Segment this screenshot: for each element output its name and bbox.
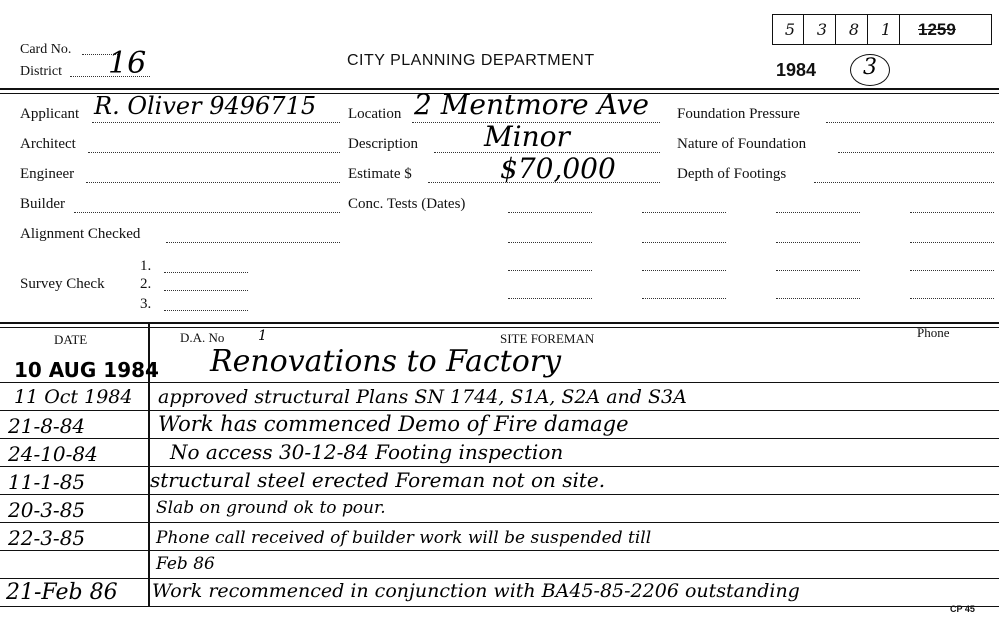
applicant-label: Applicant <box>20 106 80 122</box>
page-title: CITY PLANNING DEPARTMENT <box>347 52 595 69</box>
alignment-label: Alignment Checked <box>20 226 141 242</box>
survey-label: Survey Check <box>20 276 105 292</box>
card-digit-1: 5 <box>784 20 796 39</box>
district-value: 16 <box>108 46 147 81</box>
year-label: 1984 <box>776 60 817 80</box>
survey-line-1 <box>164 272 248 273</box>
log-text-5: structural steel erected Foreman not on site. <box>150 468 606 492</box>
log-date-1: 10 AUG 1984 <box>14 358 159 382</box>
log-text-6: Slab on ground ok to pour. <box>156 498 386 518</box>
date-header: DATE <box>54 332 88 347</box>
log-date-3: 21-8-84 <box>8 414 86 438</box>
architect-line <box>88 152 340 153</box>
card-digit-2: 3 <box>816 20 828 39</box>
log-text-3: Work has commenced Demo of Fire damage <box>158 412 629 436</box>
location-label: Location <box>348 106 402 122</box>
conc-tests-label: Conc. Tests (Dates) <box>348 196 466 212</box>
engineer-label: Engineer <box>20 166 75 182</box>
log-text-7: Phone call received of builder work will be suspended till <box>156 528 652 548</box>
form-code: CP 45 <box>950 604 975 614</box>
foundation-pressure-line <box>826 122 994 123</box>
log-date-5: 11-1-85 <box>8 470 86 494</box>
estimate-value: $70,000 <box>500 152 616 185</box>
description-value: Minor <box>484 120 570 153</box>
log-date-2: 11 Oct 1984 <box>14 386 133 408</box>
log-text-2: approved structural Plans SN 1744, S1A, S2A and S3A <box>158 386 687 408</box>
survey-item-2: 2. <box>140 276 152 292</box>
survey-line-3 <box>164 310 248 311</box>
card-number-box <box>772 14 992 45</box>
builder-label: Builder <box>20 196 65 212</box>
applicant-line <box>92 122 340 123</box>
nature-foundation-line <box>838 152 994 153</box>
phone-header: Phone <box>917 325 950 340</box>
architect-label: Architect <box>20 136 76 152</box>
log-text-9: Work recommenced in conjunction with BA45-85-2206 outstanding <box>152 580 800 602</box>
description-label: Description <box>348 136 418 152</box>
district-label: District <box>20 64 62 79</box>
depth-footings-line <box>814 182 994 183</box>
log-date-4: 24-10-84 <box>8 442 98 466</box>
applicant-value: R. Oliver 9496715 <box>94 92 317 120</box>
log-text-1: Renovations to Factory <box>210 344 562 379</box>
log-date-7: 22-3-85 <box>8 526 86 550</box>
log-text-4: No access 30-12-84 Footing inspection <box>170 440 564 464</box>
builder-line <box>74 212 340 213</box>
alignment-line <box>166 242 340 243</box>
card-number-struck: 1259 <box>918 20 956 39</box>
foundation-pressure-label: Foundation Pressure <box>677 106 800 122</box>
engineer-line <box>86 182 340 183</box>
log-date-9: 21-Feb 86 <box>6 580 118 605</box>
site-foreman-header: SITE FOREMAN <box>500 331 595 346</box>
survey-line-2 <box>164 290 248 291</box>
nature-foundation-label: Nature of Foundation <box>677 136 807 152</box>
da-header: D.A. No <box>180 330 225 345</box>
log-text-8: Feb 86 <box>156 554 215 574</box>
circled-number: 3 <box>863 55 877 80</box>
survey-item-1: 1. <box>140 258 152 274</box>
estimate-label: Estimate $ <box>348 166 412 182</box>
card-digit-3: 8 <box>848 20 860 39</box>
da-value: 1 <box>258 328 267 344</box>
log-date-6: 20-3-85 <box>8 498 86 522</box>
survey-item-3: 3. <box>140 296 152 312</box>
depth-footings-label: Depth of Footings <box>677 166 787 182</box>
card-digit-4: 1 <box>880 20 892 39</box>
card-no-label: Card No. <box>20 42 72 57</box>
location-value: 2 Mentmore Ave <box>414 88 649 121</box>
